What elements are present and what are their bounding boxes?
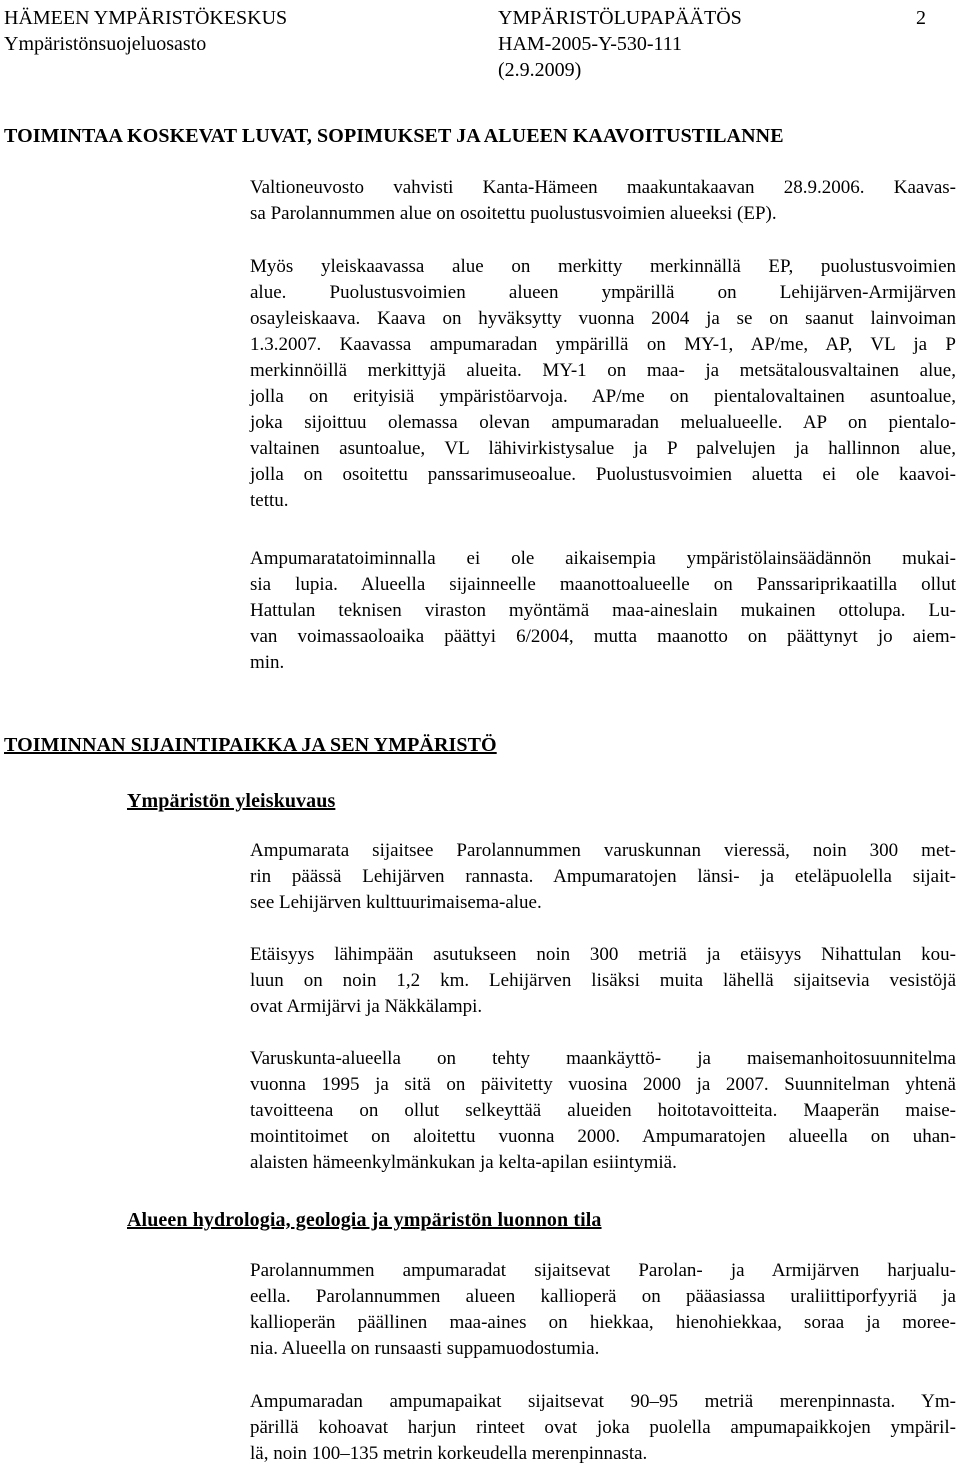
subheading-environment: Ympäristön yleiskuvaus (127, 790, 336, 812)
text-line: valtainen asuntoalue, VL lähivirkistysalue ja P palvelujen ja hallinnon alue, (250, 438, 956, 459)
header-org: HÄMEEN YMPÄRISTÖKESKUS (4, 7, 288, 29)
text-line: luun on noin 1,2 km. Lehijärven lisäksi muita lähellä sijaitsevia vesistöjä (250, 970, 956, 991)
text-line: lä, noin 100–135 metrin korkeudella merenpinnasta. (250, 1443, 648, 1464)
page-number: 2 (916, 7, 926, 29)
paragraph-previous-permits (250, 546, 956, 676)
text-line: see Lehijärven kulttuurimaisema-alue. (250, 892, 542, 913)
header-doc-type: YMPÄRISTÖLUPAPÄÄTÖS (498, 7, 742, 29)
text-line: nia. Alueella on runsaasti suppamuodostumia. (250, 1338, 600, 1359)
paragraph-location-overview (250, 838, 956, 916)
text-line: tettu. (250, 490, 289, 511)
text-line: rin päässä Lehijärven rannasta. Ampumaratojen länsi- ja eteläpuolella sijait- (250, 866, 956, 887)
paragraph-distances (250, 942, 956, 1020)
text-line: merkinnöillä merkittyjä alueita. MY-1 on maa- ja metsätalousvaltainen alue, (250, 360, 956, 381)
header-doc-date: (2.9.2009) (498, 59, 582, 81)
text-line: osayleiskaava. Kaava on hyväksytty vuonna 2004 ja se on saanut lainvoiman (250, 308, 956, 329)
paragraph-elevation (250, 1389, 956, 1467)
text-line: Ampumaradan ampumapaikat sijaitsevat 90–95 metriä merenpinnasta. Ym- (250, 1391, 956, 1412)
text-line: ovat Armijärvi ja Näkkälampi. (250, 996, 483, 1017)
text-line: Valtioneuvosto vahvisti Kanta-Hämeen maakuntakaavan 28.9.2006. Kaavas- (250, 177, 956, 198)
section-heading-location: TOIMINNAN SIJAINTIPAIKKA JA SEN YMPÄRISTÖ (4, 734, 497, 756)
text-line: alaisten hämeenkylmänkukan ja kelta-apilan esiintymiä. (250, 1152, 677, 1173)
paragraph-master-plan (250, 254, 956, 514)
section-heading-permits: TOIMINTAA KOSKEVAT LUVAT, SOPIMUKSET JA ALUEEN KAAVOITUSTILANNE (4, 125, 784, 147)
header-unit: Ympäristönsuojeluosasto (4, 33, 207, 55)
text-line: joka sijoittuu olemassa olevan ampumaradan melualueelle. AP on pientalo- (250, 412, 956, 433)
text-line: tavoitteena on ollut selkeyttää alueiden hoitotavoitteita. Maaperän maise- (250, 1100, 956, 1121)
text-line: Ampumarata sijaitsee Parolannummen varuskunnan vieressä, noin 300 met- (250, 840, 956, 861)
subheading-hydrology: Alueen hydrologia, geologia ja ympäristön luonnon tila (127, 1209, 602, 1231)
paragraph-regional-plan (250, 175, 956, 227)
paragraph-geology (250, 1258, 956, 1362)
text-line: alue. Puolustusvoimien alueen ympärillä on Lehijärven-Armijärven (250, 282, 956, 303)
text-line: mointitoimet on aloitettu vuonna 2000. Ampumaratojen alueella on uhan- (250, 1126, 956, 1147)
text-line: pärillä kohoavat harjun rinteet ovat joka puolella ampumapaikkojen ympäril- (250, 1417, 956, 1438)
text-line: van voimassaoloaika päättyi 6/2004, mutta maanotto on päättynyt jo aiem- (250, 626, 956, 647)
text-line: min. (250, 652, 285, 673)
text-line: jolla on erityisiä ympäristöarvoja. AP/me on pientalovaltainen asuntoalue, (250, 386, 956, 407)
text-line: jolla on osoitettu panssarimuseoalue. Puolustusvoimien aluetta ei ole kaavoi- (250, 464, 956, 485)
text-line: vuonna 1995 ja sitä on päivitetty vuosina 2000 ja 2007. Suunnitelman yhtenä (250, 1074, 956, 1095)
text-line: Ampumaratatoiminnalla ei ole aikaisempia ympäristölainsäädännön mukai- (250, 548, 956, 569)
header-doc-number: HAM-2005-Y-530-111 (498, 33, 683, 55)
text-line: Etäisyys lähimpään asutukseen noin 300 metriä ja etäisyys Nihattulan kou- (250, 944, 956, 965)
text-line: kallioperän päällinen maa-aines on hiekkaa, hienohiekkaa, soraa ja moree- (250, 1312, 956, 1333)
text-line: Hattulan teknisen viraston myöntämä maa-aineslain mukainen ottolupa. Lu- (250, 600, 956, 621)
text-line: Varuskunta-alueella on tehty maankäyttö- ja maisemanhoitosuunnitelma (250, 1048, 956, 1069)
text-line: Myös yleiskaavassa alue on merkitty merkinnällä EP, puolustusvoimien (250, 256, 956, 277)
text-line: Parolannummen ampumaradat sijaitsevat Parolan- ja Armijärven harjualu- (250, 1260, 956, 1281)
text-line: eella. Parolannummen alueen kallioperä on pääasiassa uraliittiporfyyriä ja (250, 1286, 956, 1307)
text-line: sia lupia. Alueella sijainneelle maanottoalueelle on Panssariprikaatilla ollut (250, 574, 956, 595)
text-line: sa Parolannummen alue on osoitettu puolustusvoimien alueeksi (EP). (250, 203, 777, 224)
paragraph-land-use-plan (250, 1046, 956, 1176)
text-line: 1.3.2007. Kaavassa ampumaradan ympärillä on MY-1, AP/me, AP, VL ja P (250, 334, 956, 355)
